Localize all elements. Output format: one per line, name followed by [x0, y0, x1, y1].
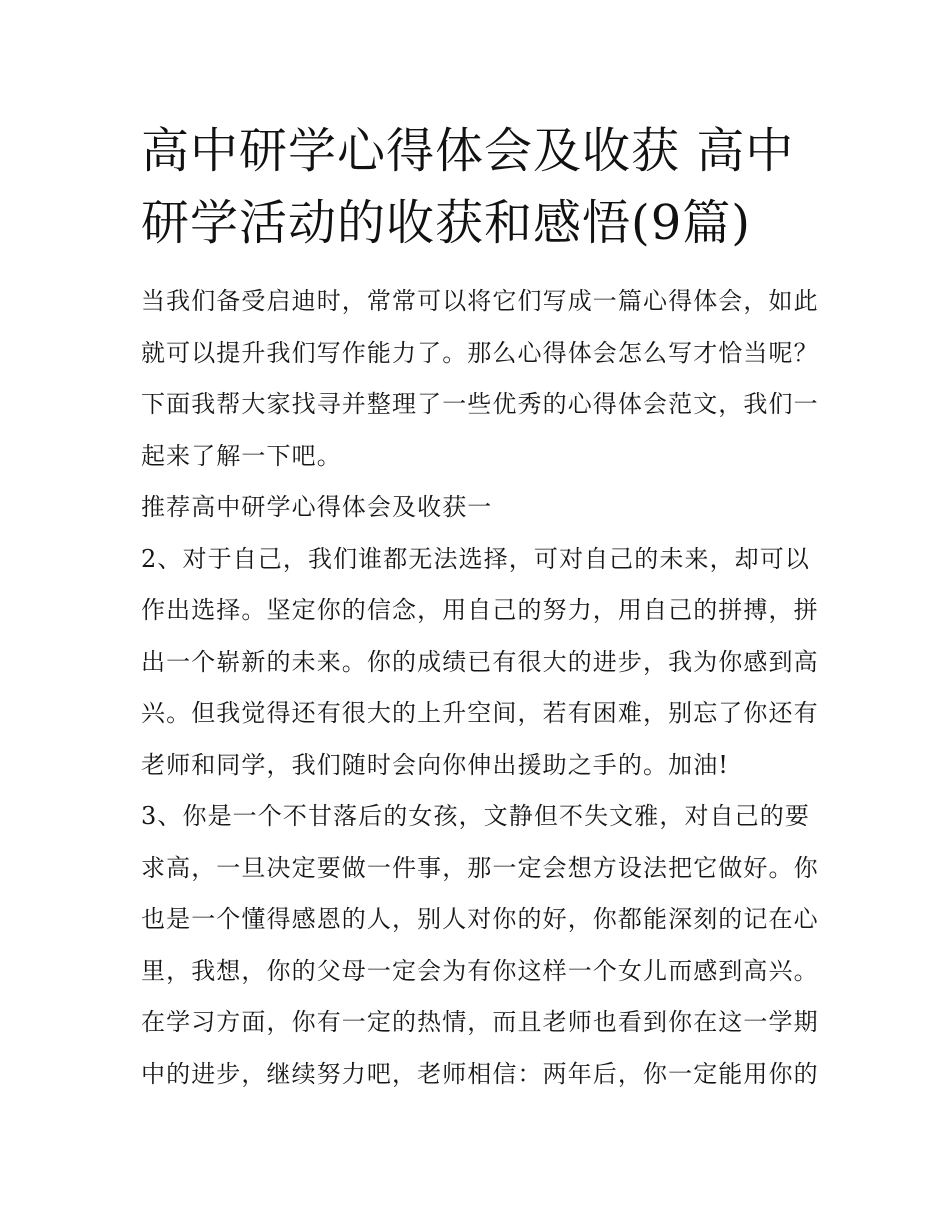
document-body	[141, 276, 821, 1100]
section-heading: 推荐高中研学心得体会及收获一	[141, 493, 493, 521]
document-title: 高中研学心得体会及收获 高中研学活动的收获和感悟(9篇)	[141, 123, 795, 251]
paragraph-item-2: 2、对于自己，我们谁都无法选择，可对自己的未来，却可以作出选择。坚定你的信念，用自己的努力，用自己的拼搏，拼出一个崭新的未来。你的成绩已有很大的进步，我为你感到高兴。但我觉得还有很大的上升空间，若有困难，别忘了你还有老师和同学，我们随时会向你伸出援助之手的。加油!	[141, 544, 819, 779]
paragraph-item-3: 3、你是一个不甘落后的女孩，文静但不失文雅，对自己的要求高，一旦决定要做一件事，那一定会想方设法把它做好。你也是一个懂得感恩的人，别人对你的好，你都能深刻的记在心里，我想，你的父母一定会为有你这样一个女儿而感到高兴。在学习方面，你有一定的热情，而且老师也看到你在这一学期中的进步，继续努力吧，老师相信：两年后，你一定能用你的	[141, 802, 819, 1088]
intro-paragraph: 当我们备受启迪时，常常可以将它们写成一篇心得体会，如此就可以提升我们写作能力了。那么心得体会怎么写才恰当呢？下面我帮大家找寻并整理了一些优秀的心得体会范文，我们一起来了解一下吧。	[141, 287, 819, 470]
